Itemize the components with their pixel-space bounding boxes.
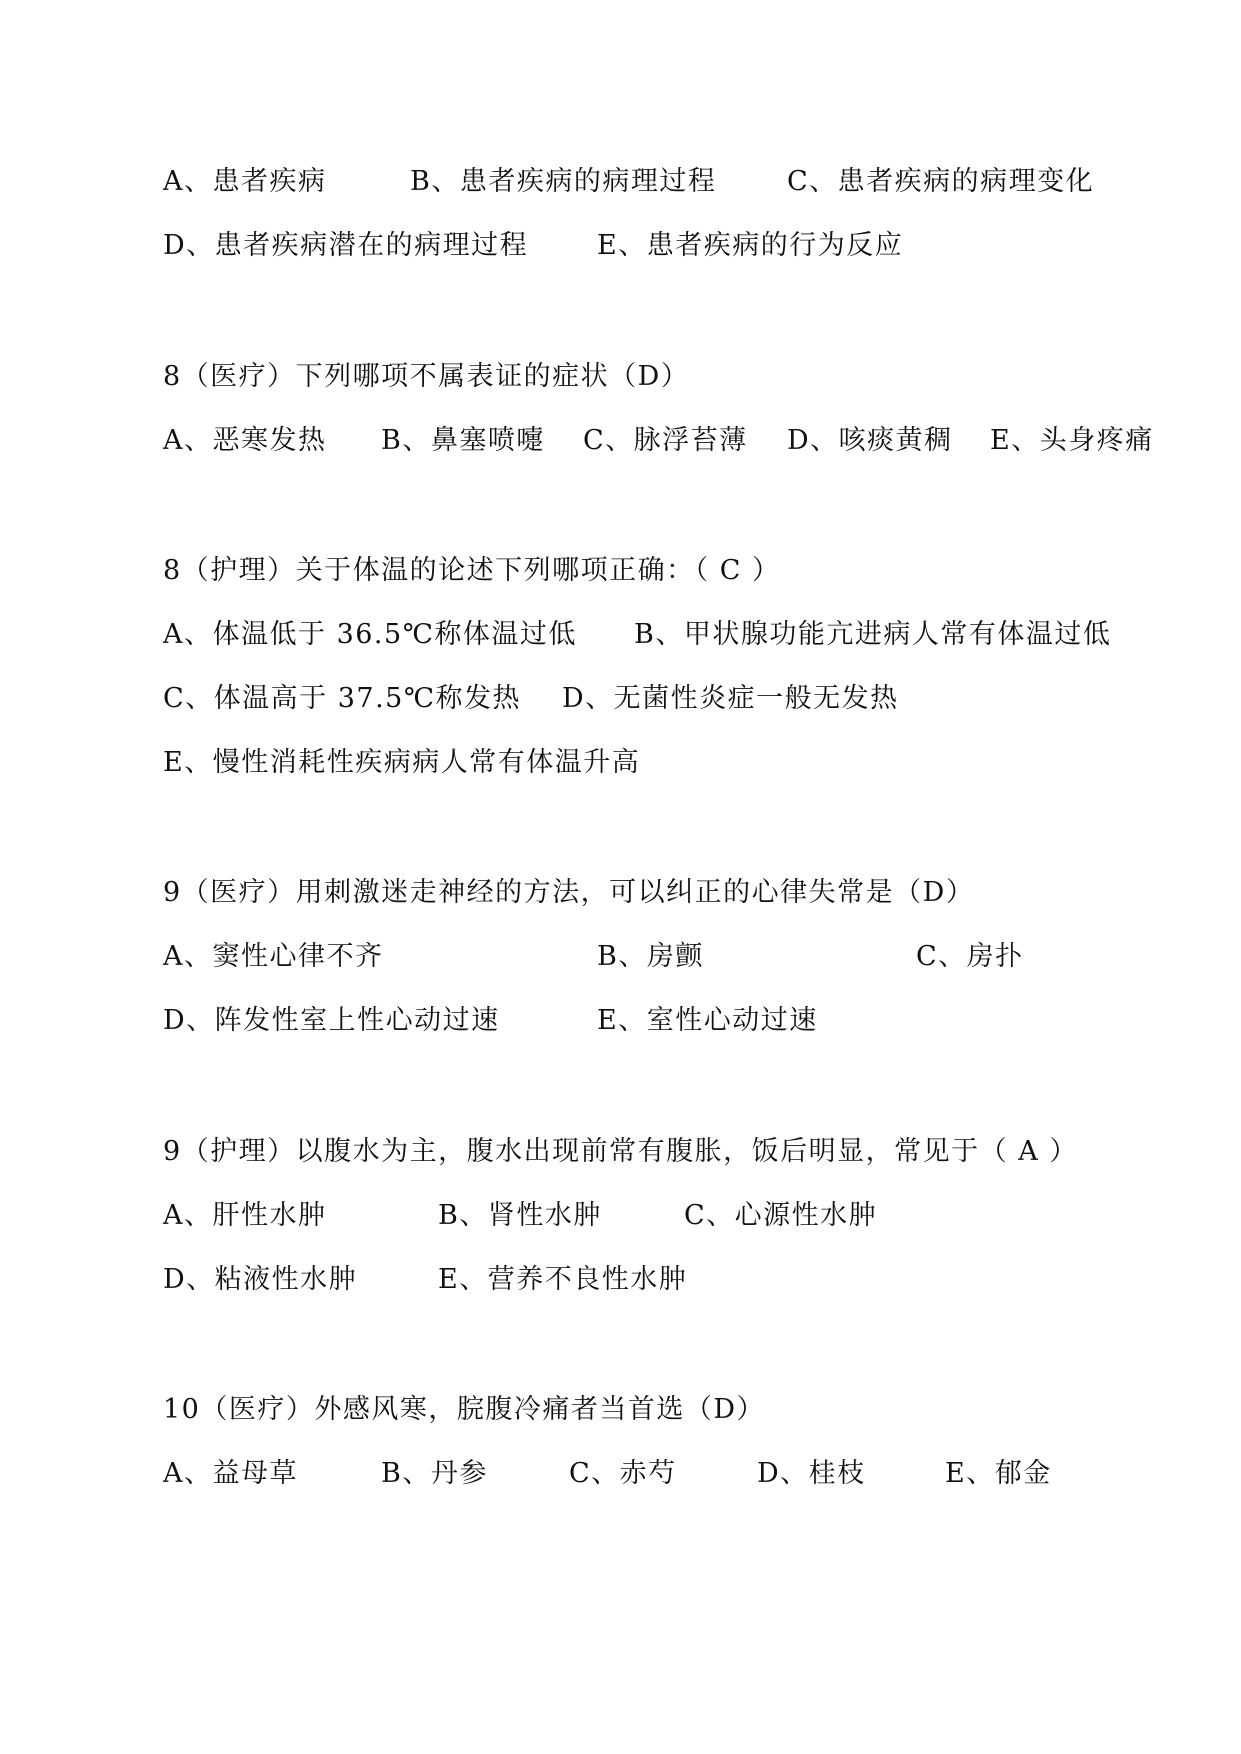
q7-option-d: D、患者疾病潜在的病理过程 (163, 230, 529, 261)
q9-nursing-option-e: E、营养不良性水肿 (438, 1264, 688, 1295)
question-text: 9（医疗）用刺激迷走神经的方法，可以纠正的心律失常是（D） (163, 877, 975, 908)
q10-medical-question (0, 1390, 1241, 1430)
q9-medical-option-a: A、窦性心律不齐 (163, 941, 384, 972)
q10-medical-options-row (0, 1454, 1241, 1494)
q9-nursing-option-b: B、肾性水肿 (438, 1200, 602, 1231)
q10-medical-option-d: D、桂枝 (757, 1458, 866, 1489)
question-text: 8（护理）关于体温的论述下列哪项正确：（ C ） (163, 555, 781, 586)
q7-options-row-1 (0, 162, 1241, 202)
q7-option-c: C、患者疾病的病理变化 (787, 166, 1095, 197)
q8-nursing-question (0, 551, 1241, 591)
q9-nursing-question (0, 1132, 1241, 1172)
q9-nursing-option-c: C、心源性水肿 (684, 1200, 878, 1231)
q10-medical-option-c: C、赤芍 (569, 1458, 677, 1489)
question-text: 9（护理）以腹水为主，腹水出现前常有腹胀，饭后明显，常见于（ A ） (163, 1136, 1078, 1167)
q9-nursing-options-row-2 (0, 1260, 1241, 1300)
q8-nursing-options-row-1 (0, 615, 1241, 655)
q9-medical-option-b: B、房颤 (597, 941, 704, 972)
q10-medical-option-e: E、郁金 (945, 1458, 1052, 1489)
q8-nursing-options-row-2 (0, 679, 1241, 719)
q7-options-row-2 (0, 226, 1241, 266)
q8-medical-option-d: D、咳痰黄稠 (787, 425, 953, 456)
q8-medical-option-e: E、头身疼痛 (990, 425, 1154, 456)
q8-medical-option-b: B、鼻塞喷嚏 (381, 425, 545, 456)
q8-medical-question (0, 357, 1241, 397)
q9-nursing-option-d: D、粘液性水肿 (163, 1264, 358, 1295)
q7-option-a: A、患者疾病 (163, 166, 327, 197)
q8-nursing-option-e: E、慢性消耗性疾病病人常有体温升高 (163, 747, 641, 778)
q8-nursing-option-b: B、甲状腺功能亢进病人常有体温过低 (634, 619, 1112, 650)
q8-medical-option-a: A、恶寒发热 (163, 425, 327, 456)
q9-nursing-option-a: A、肝性水肿 (163, 1200, 327, 1231)
q7-option-e: E、患者疾病的行为反应 (597, 230, 904, 261)
q8-nursing-option-d: D、无菌性炎症一般无发热 (562, 683, 899, 714)
q7-option-b: B、患者疾病的病理过程 (410, 166, 717, 197)
q9-medical-option-e: E、室性心动过速 (597, 1005, 818, 1036)
q8-nursing-option-a: A、体温低于 36.5℃称体温过低 (163, 619, 577, 650)
q8-medical-options-row (0, 421, 1241, 461)
question-text: 10（医疗）外感风寒，脘腹冷痛者当首选（D） (163, 1394, 766, 1425)
q9-medical-option-d: D、阵发性室上性心动过速 (163, 1005, 500, 1036)
q9-medical-options-row-1 (0, 937, 1241, 977)
q8-nursing-options-row-3 (0, 743, 1241, 783)
q9-medical-question (0, 873, 1241, 913)
q9-medical-options-row-2 (0, 1001, 1241, 1041)
q8-nursing-option-c: C、体温高于 37.5℃称发热 (163, 683, 522, 714)
question-text: 8（医疗）下列哪项不属表证的症状（D） (163, 361, 690, 392)
q9-nursing-options-row-1 (0, 1196, 1241, 1236)
q9-medical-option-c: C、房扑 (916, 941, 1024, 972)
q10-medical-option-a: A、益母草 (163, 1458, 298, 1489)
q10-medical-option-b: B、丹参 (381, 1458, 488, 1489)
q8-medical-option-c: C、脉浮苔薄 (583, 425, 748, 456)
